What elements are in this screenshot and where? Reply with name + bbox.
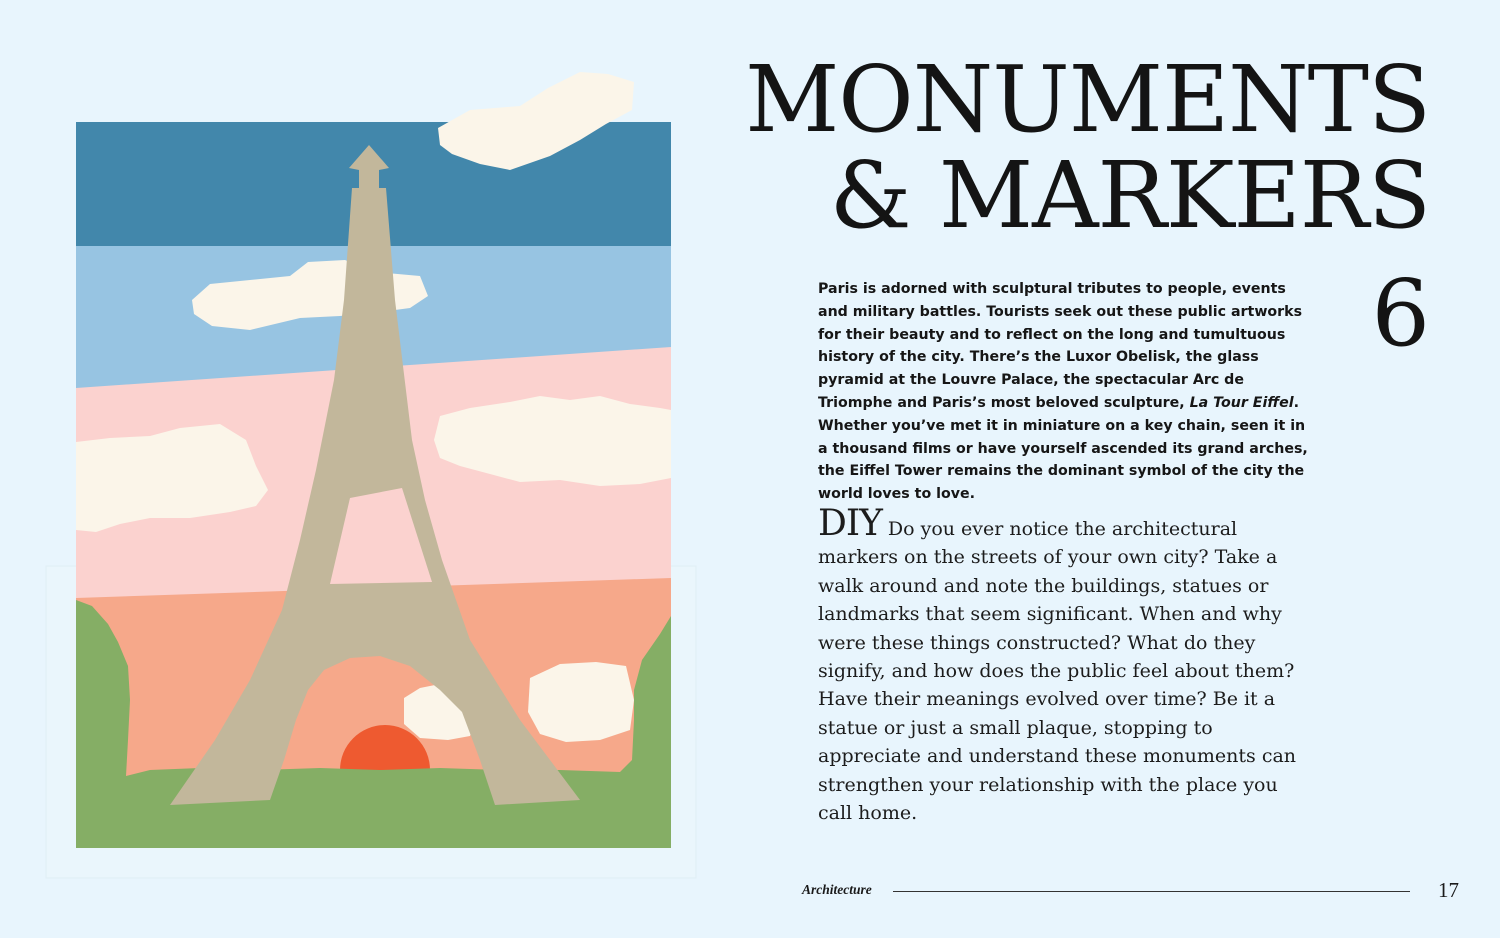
diy-paragraph (818, 503, 1298, 827)
cloud-lower-right (528, 662, 634, 742)
page-title (745, 46, 1430, 249)
page-number: 17 (1438, 878, 1459, 902)
eiffel-tower-illustration (0, 0, 700, 938)
footer-section-name: Architecture (802, 882, 872, 897)
chapter-number: 6 (1371, 260, 1430, 367)
title-line-1: MONUMENTS (745, 46, 1430, 153)
footer-rule (893, 891, 1410, 892)
diy-label: DIY (818, 503, 882, 544)
diy-text: Do you ever notice the architectural markers on the streets of your own city? Take a walk around and note the buildings, statues or landmarks that seem significant. When and why were these things constructed? What do they signify, and how does the public feel about them? Have their meanings evolved over time? Be it a statue or just a small plaque, stopping to appreciate and understand these monuments can strengthen your relationship with the place you call home. (818, 518, 1297, 825)
intro-text-end: . Whether you’ve met it in miniature on a key chain, seen it in a thousand films or have yourself ascended its grand arches, the Eiffel Tower remains the dominant symbol of the city the world loves to love. (818, 394, 1308, 503)
intro-paragraph (818, 278, 1313, 506)
intro-italic-name: La Tour Eiffel (1189, 394, 1294, 411)
intro-text-start: Paris is adorned with sculptural tributes to people, events and military battles. Tourists seek out these public artworks for their beauty and to reflect on the long and tumultuous history of the city. There’s the Luxor Obelisk, the glass pyramid at the Louvre Palace, the spectacular Arc de Triomphe and Paris’s most beloved sculpture, (818, 281, 1303, 411)
title-line-2: & MARKERS (829, 142, 1430, 249)
